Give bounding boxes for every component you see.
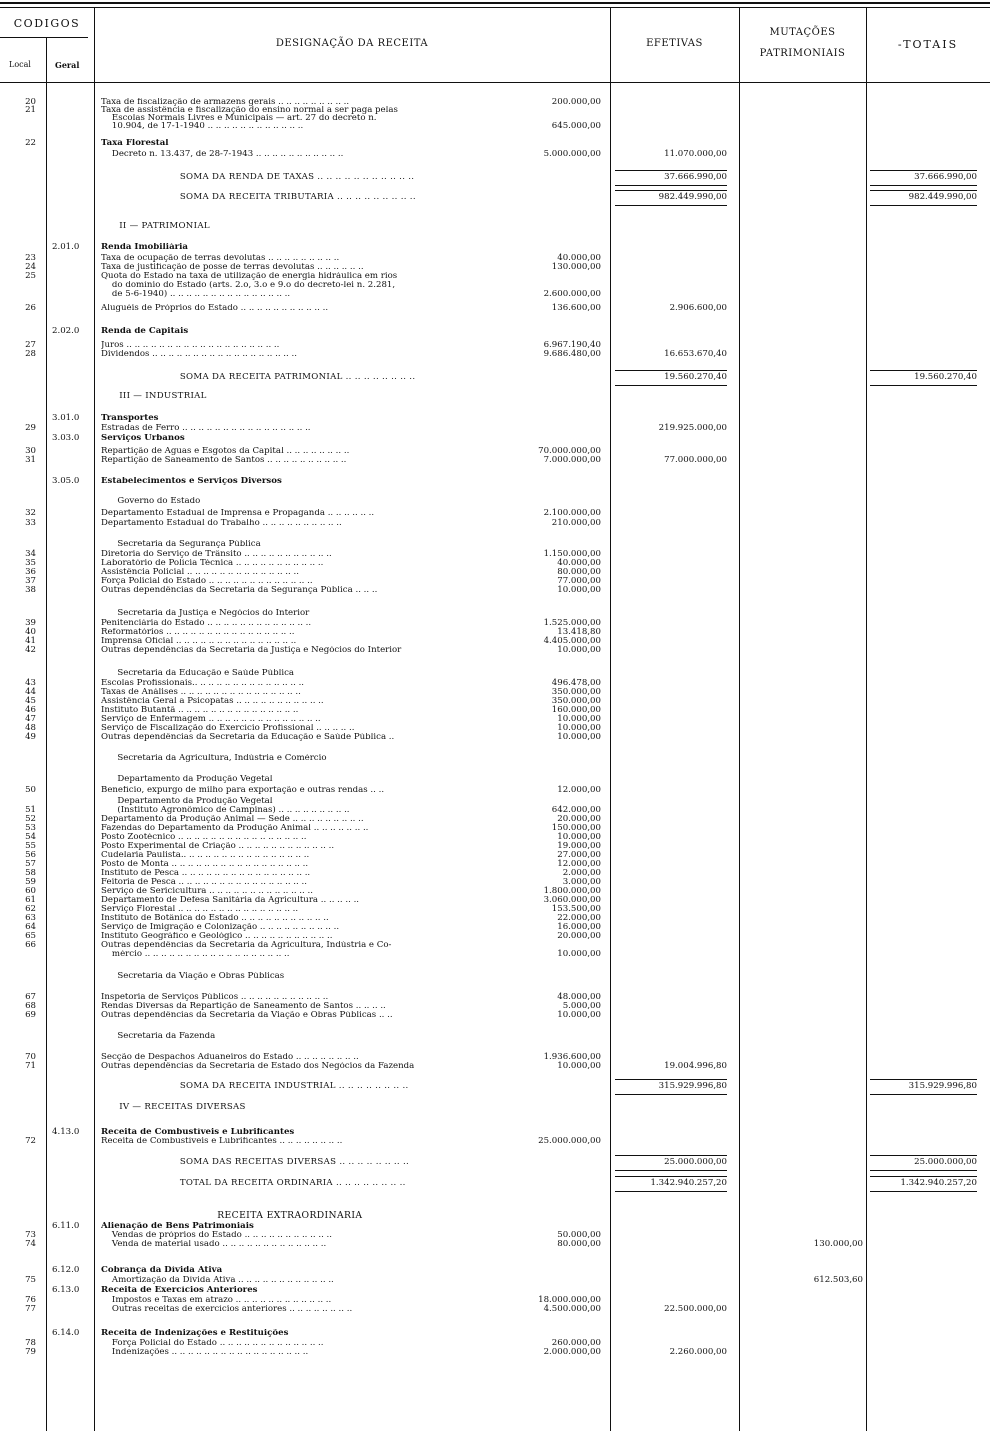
designacao-cell: Amortização da Dívida Ativa .. .. .. .. .. .. .. .. .. .. .. .. [101, 1276, 334, 1285]
designacao-cell: Departamento da Produção Vegetal [101, 775, 273, 784]
designacao-cell: Secção de Despachos Aduaneiros do Estado .. .. .. .. .. .. .. .. [101, 1053, 359, 1062]
code-local: 35 [25, 558, 36, 568]
designacao-cell: Rendas Diversas da Repartição de Saneamento de Santos .. .. .. .. [101, 1002, 386, 1011]
designacao-cell: SOMA DA RENDA DE TAXAS .. .. .. .. .. .. .. .. .. .. .. [101, 173, 415, 182]
designacao-cell: Escolas Normais Livres e Municipais — art. 27 do decreto n. [101, 114, 377, 123]
code-local: 78 [25, 1338, 36, 1348]
designacao-cell: de 5-6-1940) .. .. .. .. .. .. .. .. .. .. .. .. .. .. .. [101, 290, 291, 299]
efetivas-cell: 16.653.670,40 [664, 349, 727, 359]
subtotal-rule [615, 370, 727, 371]
code-geral: 6.11.0 [52, 1221, 80, 1231]
valor-parcial-cell: 2.000,00 [562, 868, 601, 878]
designacao-cell: Instituto de Botânica do Estado .. .. .. .. .. .. .. .. .. .. .. [101, 914, 329, 923]
designacao-cell: III — INDUSTRIAL [101, 392, 207, 401]
designacao-cell: Taxa de justificação de posse de terras devolutas .. .. .. .. .. .. [101, 263, 364, 272]
designacao-cell: Feitoria de Pesca .. .. .. .. .. .. .. .. .. .. .. .. .. .. .. .. [101, 878, 307, 887]
subtotal-rule [615, 1170, 727, 1171]
mutacoes-cell: 612.503,60 [813, 1275, 863, 1285]
designacao-cell: Instituto Geográfico e Geológico .. .. .. .. .. .. .. .. .. .. .. [101, 932, 333, 941]
designacao-cell: Assistência Policial .. .. .. .. .. .. .. .. .. .. .. .. .. .. [101, 568, 299, 577]
designacao-cell: Impostos e Taxas em atrazo .. .. .. .. .. .. .. .. .. .. .. .. [101, 1296, 332, 1305]
code-geral: 4.13.0 [52, 1127, 80, 1137]
efetivas-cell: 19.004.996,80 [664, 1061, 727, 1071]
totais-cell: 19.560.270,40 [914, 372, 977, 382]
designacao-cell: Serviço de Fiscalização do Exercício Profissional .. .. .. .. .. [101, 724, 355, 733]
totais-cell: 982.449.990,00 [908, 192, 977, 202]
code-geral: 3.03.0 [52, 433, 80, 443]
code-local: 27 [25, 340, 36, 350]
designacao-cell: Força Policial do Estado .. .. .. .. .. .. .. .. .. .. .. .. .. [101, 577, 313, 586]
code-local: 22 [25, 138, 36, 148]
valor-parcial-cell: 22.000,00 [557, 913, 601, 923]
designacao-cell: TOTAL DA RECEITA ORDINARIA .. .. .. .. .. .. .. .. [101, 1179, 406, 1188]
valor-parcial-cell: 80.000,00 [557, 567, 601, 577]
subtotal-rule [870, 185, 977, 186]
designacao-cell: Transportes [101, 414, 159, 423]
valor-parcial-cell: 150.000,00 [551, 823, 601, 833]
code-local: 69 [25, 1010, 36, 1020]
code-local: 24 [25, 262, 36, 272]
valor-parcial-cell: 40.000,00 [557, 558, 601, 568]
designacao-cell: Vendas de próprios do Estado .. .. .. .. .. .. .. .. .. .. .. [101, 1231, 332, 1240]
designacao-cell: Outras dependências da Secretaria da Viação e Obras Públicas .. .. [101, 1011, 393, 1020]
subtotal-rule [615, 190, 727, 191]
designacao-cell: Serviço de Imigração e Colonização .. .. .. .. .. .. .. .. .. .. [101, 923, 340, 932]
valor-parcial-cell: 645.000,00 [551, 121, 601, 131]
code-local: 72 [25, 1136, 36, 1146]
valor-parcial-cell: 2.100.000,00 [543, 508, 601, 518]
designacao-cell: SOMA DA RECEITA PATRIMONIAL .. .. .. .. .. .. .. .. [101, 373, 416, 382]
code-local: 43 [25, 678, 36, 688]
valor-parcial-cell: 9.686.480,00 [543, 349, 601, 359]
totais-cell: 315.929.996,80 [908, 1081, 977, 1091]
valor-parcial-cell: 153.500,00 [551, 904, 601, 914]
efetivas-cell: 11.070.000,00 [664, 149, 727, 159]
designacao-cell: Outras dependências da Secretaria da Educação e Saúde Pública .. [101, 733, 395, 742]
subtotal-rule [870, 205, 977, 206]
code-local: 44 [25, 687, 36, 697]
col-divider-desc [610, 7, 611, 1431]
designacao-cell: Posto de Monta .. .. .. .. .. .. .. .. .. .. .. .. .. .. .. .. .. [101, 860, 309, 869]
top-rule [0, 2, 990, 4]
code-geral: 2.02.0 [52, 326, 80, 336]
efetivas-cell: 77.000.000,00 [664, 455, 727, 465]
efetivas-cell: 2.260.000,00 [669, 1347, 727, 1357]
valor-parcial-cell: 210.000,00 [551, 518, 601, 528]
designacao-cell: Serviços Urbanos [101, 434, 185, 443]
designacao-cell: Outras dependências da Secretaria da Segurança Pública .. .. .. [101, 586, 378, 595]
designacao-cell: Secretaria da Viação e Obras Públicas [101, 972, 285, 981]
valor-parcial-cell: 20.000,00 [557, 814, 601, 824]
designacao-cell: Receita de Exercícios Anteriores [101, 1286, 258, 1295]
designacao-cell: Fazendas do Departamento da Produção Animal .. .. .. .. .. .. .. [101, 824, 369, 833]
subtotal-rule [870, 1191, 977, 1192]
valor-parcial-cell: 10.000,00 [557, 645, 601, 655]
code-local: 20 [25, 97, 36, 107]
designacao-cell: 10.904, de 17-1-1940 .. .. .. .. .. .. .. .. .. .. .. .. [101, 122, 304, 131]
valor-parcial-cell: 130.000,00 [551, 262, 601, 272]
code-local: 54 [25, 832, 36, 842]
code-local: 52 [25, 814, 36, 824]
mutacoes-header-2: PATRIMONIAIS [759, 48, 846, 59]
code-local: 38 [25, 585, 36, 595]
designacao-cell: SOMA DA RECEITA TRIBUTARIA .. .. .. .. .. .. .. .. .. [101, 193, 416, 202]
valor-parcial-cell: 10.000,00 [557, 723, 601, 733]
code-local: 63 [25, 913, 36, 923]
valor-parcial-cell: 70.000.000,00 [538, 446, 601, 456]
code-local: 31 [25, 455, 36, 465]
code-local: 42 [25, 645, 36, 655]
code-local: 61 [25, 895, 36, 905]
valor-parcial-cell: 5.000.000,00 [543, 149, 601, 159]
designacao-cell: Cobrança da Dívida Ativa [101, 1266, 223, 1275]
valor-parcial-cell: 642.000,00 [551, 805, 601, 815]
mutacoes-header-1: MUTAÇÕES [769, 27, 836, 38]
designacao-cell: Taxa de fiscalização de armazens gerais .. .. .. .. .. .. .. .. .. [101, 98, 350, 107]
efetivas-header: EFETIVAS [646, 38, 703, 49]
valor-parcial-cell: 50.000,00 [557, 1230, 601, 1240]
designacao-cell: Departamento Estadual do Trabalho .. .. .. .. .. .. .. .. .. .. [101, 519, 342, 528]
valor-parcial-cell: 7.000.000,00 [543, 455, 601, 465]
code-local: 55 [25, 841, 36, 851]
efetivas-cell: 22.500.000,00 [664, 1304, 727, 1314]
code-local: 73 [25, 1230, 36, 1240]
designacao-cell: RECEITA EXTRAORDINARIA [101, 1211, 363, 1220]
code-local: 37 [25, 576, 36, 586]
subtotal-rule [615, 170, 727, 171]
valor-parcial-cell: 496.478,00 [551, 678, 601, 688]
code-geral: 6.12.0 [52, 1265, 80, 1275]
code-local: 70 [25, 1052, 36, 1062]
designacao-cell: Estradas de Ferro .. .. .. .. .. .. .. .. .. .. .. .. .. .. .. .. [101, 424, 311, 433]
valor-parcial-cell: 1.525.000,00 [543, 618, 601, 628]
designacao-cell: Instituto Butantã .. .. .. .. .. .. .. .. .. .. .. .. .. .. .. [101, 706, 299, 715]
valor-parcial-cell: 40.000,00 [557, 253, 601, 263]
designacao-cell: (Instituto Agronômico de Campinas) .. .. .. .. .. .. .. .. .. [101, 806, 350, 815]
valor-parcial-cell: 10.000,00 [557, 714, 601, 724]
code-local: 57 [25, 859, 36, 869]
totais-header: -TOTAIS [897, 38, 959, 51]
valor-parcial-cell: 2.600.000,00 [543, 289, 601, 299]
subtotal-rule [615, 385, 727, 386]
col-divider-mut [866, 7, 867, 1431]
valor-parcial-cell: 25.000.000,00 [538, 1136, 601, 1146]
designacao-cell: Renda Imobiliária [101, 243, 189, 252]
code-local: 65 [25, 931, 36, 941]
valor-parcial-cell: 260.000,00 [551, 1338, 601, 1348]
valor-parcial-cell: 77.000,00 [557, 576, 601, 586]
subtotal-rule [870, 1094, 977, 1095]
valor-parcial-cell: 12.000,00 [557, 859, 601, 869]
code-local: 48 [25, 723, 36, 733]
designacao-header: DESIGNAÇÃO DA RECEITA [275, 38, 429, 49]
designacao-cell: SOMA DA RECEITA INDUSTRIAL .. .. .. .. .. .. .. .. [101, 1082, 409, 1091]
valor-parcial-cell: 12.000,00 [557, 785, 601, 795]
subtotal-rule [615, 1079, 727, 1080]
header-bottom-rule [0, 82, 990, 83]
col-divider-local [46, 38, 47, 1431]
valor-parcial-cell: 80.000,00 [557, 1239, 601, 1249]
designacao-cell: Outras dependências da Secretaria de Estado dos Negócios da Fazenda [101, 1062, 415, 1071]
valor-parcial-cell: 48.000,00 [557, 992, 601, 1002]
designacao-cell: Inspetoria de Serviços Públicos .. .. .. .. .. .. .. .. .. .. .. [101, 993, 329, 1002]
designacao-cell: Diretoria do Serviço de Trânsito .. .. .. .. .. .. .. .. .. .. .. [101, 550, 332, 559]
designacao-cell: Imprensa Oficial .. .. .. .. .. .. .. .. .. .. .. .. .. .. .. [101, 637, 297, 646]
valor-parcial-cell: 3.060.000,00 [543, 895, 601, 905]
designacao-cell: Serviço de Sericicultura .. .. .. .. .. .. .. .. .. .. .. .. .. [101, 887, 313, 896]
codigos-header: CODIGOS [13, 17, 81, 30]
code-local: 30 [25, 446, 36, 456]
code-local: 51 [25, 805, 36, 815]
code-local: 33 [25, 518, 36, 528]
code-local: 75 [25, 1275, 36, 1285]
efetivas-cell: 1.342.940.257,20 [650, 1178, 727, 1188]
designacao-cell: Secretaria da Agricultura, Indústria e Comércio [101, 754, 327, 763]
code-local: 62 [25, 904, 36, 914]
designacao-cell: Posto Experimental de Criação .. .. .. .. .. .. .. .. .. .. .. .. [101, 842, 335, 851]
valor-parcial-cell: 13.418,80 [557, 627, 601, 637]
code-geral: 2.01.0 [52, 242, 80, 252]
code-local: 56 [25, 850, 36, 860]
valor-parcial-cell: 6.967.190,40 [543, 340, 601, 350]
code-local: 45 [25, 696, 36, 706]
designacao-cell: Reformatórios .. .. .. .. .. .. .. .. .. .. .. .. .. .. .. .. [101, 628, 295, 637]
designacao-cell: Instituto de Pesca .. .. .. .. .. .. .. .. .. .. .. .. .. .. .. .. [101, 869, 311, 878]
code-local: 28 [25, 349, 36, 359]
designacao-cell: Governo do Estado [101, 497, 201, 506]
designacao-cell: Taxas de Análises .. .. .. .. .. .. .. .. .. .. .. .. .. .. .. [101, 688, 301, 697]
code-local: 49 [25, 732, 36, 742]
valor-parcial-cell: 16.000,00 [557, 922, 601, 932]
mutacoes-cell: 130.000,00 [813, 1239, 863, 1249]
top-rule-2 [0, 7, 990, 8]
designacao-cell: Alienação de Bens Patrimoniais [101, 1222, 254, 1231]
designacao-cell: Renda de Capitais [101, 327, 189, 336]
subtotal-rule [615, 1094, 727, 1095]
code-local: 74 [25, 1239, 36, 1249]
valor-parcial-cell: 350.000,00 [551, 687, 601, 697]
valor-parcial-cell: 10.000,00 [557, 1061, 601, 1071]
designacao-cell: Receita de Combustíveis e Lubrificantes [101, 1128, 295, 1137]
code-local: 76 [25, 1295, 36, 1305]
subtotal-rule [870, 1176, 977, 1177]
efetivas-cell: 315.929.996,80 [658, 1081, 727, 1091]
valor-parcial-cell: 10.000,00 [557, 832, 601, 842]
valor-parcial-cell: 1.936.600,00 [543, 1052, 601, 1062]
designacao-cell: IV — RECEITAS DIVERSAS [101, 1103, 246, 1112]
subtotal-rule [870, 1155, 977, 1156]
designacao-cell: Quota do Estado na taxa de utilização de energia hidráulica em rios [101, 272, 398, 281]
designacao-cell: Serviço Florestal .. .. .. .. .. .. .. .. .. .. .. .. .. .. .. [101, 905, 299, 914]
designacao-cell: Serviço de Enfermagem .. .. .. .. .. .. .. .. .. .. .. .. .. .. [101, 715, 321, 724]
designacao-cell: Força Policial do Estado .. .. .. .. .. .. .. .. .. .. .. .. .. [101, 1339, 324, 1348]
designacao-cell: Departamento Estadual de Imprensa e Propaganda .. .. .. .. .. .. [101, 509, 375, 518]
code-local: 64 [25, 922, 36, 932]
code-local: 53 [25, 823, 36, 833]
totais-cell: 25.000.000,00 [914, 1157, 977, 1167]
designacao-cell: Departamento da Produção Animal — Sede .. .. .. .. .. .. .. .. .. [101, 815, 364, 824]
designacao-cell: Outras dependências da Secretaria da Agricultura, Indústria e Co- [101, 941, 392, 950]
designacao-cell: Secretaria da Segurança Pública [101, 540, 261, 549]
valor-parcial-cell: 200.000,00 [551, 97, 601, 107]
code-geral: 6.14.0 [52, 1328, 80, 1338]
code-local: 40 [25, 627, 36, 637]
valor-parcial-cell: 10.000,00 [557, 1010, 601, 1020]
totais-cell: 37.666.990,00 [914, 172, 977, 182]
code-local: 47 [25, 714, 36, 724]
valor-parcial-cell: 27.000,00 [557, 850, 601, 860]
code-local: 41 [25, 636, 36, 646]
valor-parcial-cell: 18.000.000,00 [538, 1295, 601, 1305]
local-header: Local [9, 60, 31, 69]
code-local: 66 [25, 940, 36, 950]
code-local: 21 [25, 105, 36, 115]
valor-parcial-cell: 20.000,00 [557, 931, 601, 941]
code-local: 79 [25, 1347, 36, 1357]
designacao-cell: Departamento da Produção Vegetal [101, 797, 273, 806]
subtotal-rule [615, 205, 727, 206]
efetivas-cell: 19.560.270,40 [664, 372, 727, 382]
subtotal-rule [615, 185, 727, 186]
efetivas-cell: 25.000.000,00 [664, 1157, 727, 1167]
designacao-cell: II — PATRIMONIAL [101, 222, 210, 231]
designacao-cell: Venda de material usado .. .. .. .. .. .. .. .. .. .. .. .. .. [101, 1240, 327, 1249]
designacao-cell: Indenizações .. .. .. .. .. .. .. .. .. .. .. .. .. .. .. .. .. [101, 1348, 309, 1357]
code-local: 46 [25, 705, 36, 715]
designacao-cell: Decreto n. 13.437, de 28-7-1943 .. .. .. .. .. .. .. .. .. .. .. [101, 150, 344, 159]
code-local: 60 [25, 886, 36, 896]
designacao-cell: Receita de Combustíveis e Lubrificantes .. .. .. .. .. .. .. .. [101, 1137, 343, 1146]
designacao-cell: SOMA DAS RECEITAS DIVERSAS .. .. .. .. .. .. .. .. [101, 1158, 410, 1167]
designacao-cell: Escolas Profissionais.. .. .. .. .. .. .. .. .. .. .. .. .. .. [101, 679, 305, 688]
valor-parcial-cell: 2.000.000,00 [543, 1347, 601, 1357]
designacao-cell: Taxa de assistência e fiscalização do ensino normal a ser paga pelas [101, 106, 398, 115]
designacao-cell: Cudelaria Paulista.. .. .. .. .. .. .. .. .. .. .. .. .. .. .. .. [101, 851, 310, 860]
designacao-cell: Estabelecimentos e Serviços Diversos [101, 477, 282, 486]
designacao-cell: Laboratório de Polícia Técnica .. .. .. .. .. .. .. .. .. .. .. [101, 559, 324, 568]
code-local: 67 [25, 992, 36, 1002]
designacao-cell: Assistência Geral a Psicopatas .. .. .. .. .. .. .. .. .. .. .. [101, 697, 324, 706]
subtotal-rule [870, 385, 977, 386]
subtotal-rule [615, 1155, 727, 1156]
designacao-cell: Taxa de ocupação de terras devolutas .. .. .. .. .. .. .. .. .. [101, 254, 340, 263]
designacao-cell: Repartição de Saneamento de Santos .. .. .. .. .. .. .. .. .. .. [101, 456, 347, 465]
code-local: 36 [25, 567, 36, 577]
subtotal-rule [870, 190, 977, 191]
designacao-cell: do domínio do Estado (arts. 2.o, 3.o e 9.o do decreto-lei n. 2.281, [101, 281, 396, 290]
code-geral: 6.13.0 [52, 1285, 80, 1295]
efetivas-cell: 2.906.600,00 [669, 303, 727, 313]
designacao-cell: Receita de Indenizações e Restituições [101, 1329, 289, 1338]
code-local: 23 [25, 253, 36, 263]
efetivas-cell: 219.925.000,00 [658, 423, 727, 433]
valor-parcial-cell: 10.000,00 [557, 949, 601, 959]
designacao-cell: Secretaria da Justiça e Negócios do Interior [101, 609, 310, 618]
code-geral: 3.01.0 [52, 413, 80, 423]
efetivas-cell: 37.666.990,00 [664, 172, 727, 182]
code-local: 77 [25, 1304, 36, 1314]
designacao-cell: Posto Zootécnico .. .. .. .. .. .. .. .. .. .. .. .. .. .. .. .. [101, 833, 307, 842]
designacao-cell: Secretaria da Fazenda [101, 1032, 216, 1041]
col-divider-ef [739, 7, 740, 1431]
col-divider-geral [94, 7, 95, 1431]
designacao-cell: Outras dependências da Secretaria da Justiça e Negócios do Interior [101, 646, 402, 655]
designacao-cell: Beneficio, expurgo de milho para exportação e outras rendas .. .. [101, 786, 385, 795]
designacao-cell: Taxa Florestal [101, 139, 169, 148]
subtotal-rule [870, 170, 977, 171]
code-local: 32 [25, 508, 36, 518]
valor-parcial-cell: 10.000,00 [557, 732, 601, 742]
valor-parcial-cell: 3.000,00 [562, 877, 601, 887]
code-local: 25 [25, 271, 36, 281]
designacao-cell: Penitenciária do Estado .. .. .. .. .. .. .. .. .. .. .. .. .. [101, 619, 312, 628]
code-local: 26 [25, 303, 36, 313]
valor-parcial-cell: 1.150.000,00 [543, 549, 601, 559]
totais-cell: 1.342.940.257,20 [900, 1178, 977, 1188]
designacao-cell: Juros .. .. .. .. .. .. .. .. .. .. .. .. .. .. .. .. .. .. .. [101, 341, 280, 350]
subtotal-rule [870, 1079, 977, 1080]
code-local: 50 [25, 785, 36, 795]
geral-header: Geral [55, 60, 80, 70]
designacao-cell: Aluguéis de Próprios do Estado .. .. .. .. .. .. .. .. .. .. .. [101, 304, 329, 313]
designacao-cell: Outras receitas de exercícios anteriores .. .. .. .. .. .. .. .. [101, 1305, 353, 1314]
designacao-cell: Dividendos .. .. .. .. .. .. .. .. .. .. .. .. .. .. .. .. .. .. [101, 350, 297, 359]
valor-parcial-cell: 350.000,00 [551, 696, 601, 706]
code-local: 29 [25, 423, 36, 433]
valor-parcial-cell: 19.000,00 [557, 841, 601, 851]
code-local: 68 [25, 1001, 36, 1011]
subtotal-rule [615, 1191, 727, 1192]
code-geral: 3.05.0 [52, 476, 80, 486]
valor-parcial-cell: 4.405.000,00 [543, 636, 601, 646]
code-local: 59 [25, 877, 36, 887]
codigos-split-rule [0, 37, 88, 38]
valor-parcial-cell: 1.800.000,00 [543, 886, 601, 896]
code-local: 58 [25, 868, 36, 878]
subtotal-rule [870, 370, 977, 371]
designacao-cell: Repartição de Águas e Esgotos da Capital .. .. .. .. .. .. .. .. [101, 447, 350, 456]
valor-parcial-cell: 4.500.000,00 [543, 1304, 601, 1314]
code-local: 39 [25, 618, 36, 628]
code-local: 34 [25, 549, 36, 559]
subtotal-rule [615, 1176, 727, 1177]
designacao-cell: Secretaria da Educação e Saúde Pública [101, 669, 295, 678]
designacao-cell: Departamento de Defesa Sanitária da Agricultura .. .. .. .. .. [101, 896, 360, 905]
valor-parcial-cell: 160.000,00 [551, 705, 601, 715]
designacao-cell: mércio .. .. .. .. .. .. .. .. .. .. .. .. .. .. .. .. .. .. [101, 950, 290, 959]
valor-parcial-cell: 5.000,00 [562, 1001, 601, 1011]
code-local: 71 [25, 1061, 36, 1071]
valor-parcial-cell: 136.600,00 [551, 303, 601, 313]
subtotal-rule [870, 1170, 977, 1171]
valor-parcial-cell: 10.000,00 [557, 585, 601, 595]
efetivas-cell: 982.449.990,00 [658, 192, 727, 202]
